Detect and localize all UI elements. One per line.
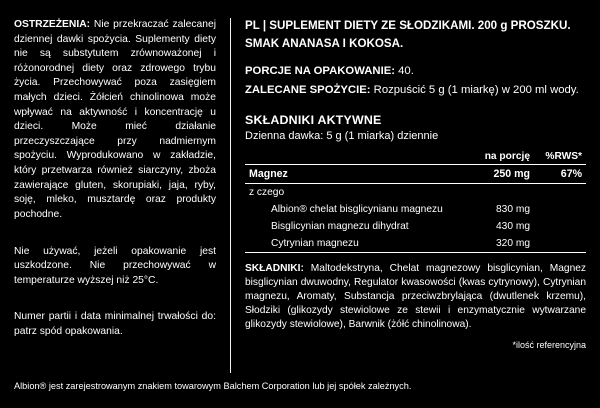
batch-paragraph: Numer partii i data minimalnej trwałości do: patrz spód opakowania. [14, 311, 216, 337]
col-header-rws: %RWS* [534, 151, 586, 165]
table-row [245, 235, 586, 253]
warnings-label: OSTRZEŻENIA: [14, 19, 91, 30]
left-spacer-2 [14, 298, 216, 310]
label-columns [14, 18, 586, 373]
row-name: Albion® chelat bisglicynianu magnezu [271, 203, 443, 215]
left-column [14, 18, 230, 350]
row-rws [534, 218, 586, 235]
vertical-divider [230, 18, 231, 373]
usage-line [245, 83, 586, 99]
storage-paragraph: Nie używać, jeżeli opakowanie jest uszkodzone. Nie przechowywać w temperaturze wyższej niż 25°C. [14, 245, 216, 286]
table-row [245, 218, 586, 235]
table-row [245, 164, 586, 183]
row-name: Bisglicynian magnezu dihydrat [271, 220, 409, 232]
usage-value: Rozpuścić 5 g (1 miarkę) w 200 ml wody. [370, 83, 579, 96]
row-name: Magnez [245, 164, 474, 183]
left-spacer-1 [14, 233, 216, 245]
row-name: z czego [249, 186, 285, 198]
reference-intake-note: *ilość referencyjna [512, 339, 586, 350]
right-column [231, 18, 586, 350]
table-row [245, 183, 586, 201]
table-row [245, 201, 586, 218]
row-amount: 830 mg [496, 203, 530, 215]
servings-line [245, 64, 586, 80]
headline-primary: PL | SUPLEMENT DIETY ZE SŁODZIKAMI. 200 g PROSZKU. [245, 19, 571, 32]
row-amount: 320 mg [474, 235, 534, 253]
col-header-portion: na porcję [474, 151, 534, 165]
row-rws [534, 201, 586, 218]
nutrition-header-row [245, 151, 586, 165]
nutrition-table-head [245, 151, 586, 165]
ingredients-paragraph [245, 262, 586, 332]
warnings-text: Nie przekraczać zalecanej dziennej dawki spożycia. Suplementy diety nie są substytutem zrównoważonej i różonorodnej diety oraz zdrowego trybu życia. Przechowywać poza zasięgiem małych dzieci. Żółcień chinolinowa może wpływać na aktywność i koncentrację u dzieci. Może mieć działanie przeczyszczające przy nadmiernym spożyciu. Wyprodukowano w zakładzie, który przetwarza również siarczyny, zboża zawierające gluten, skorupiaki, jaja, ryby, soję, mleko, musztardę oraz produkty pochodne. [14, 19, 216, 220]
col-header-name [245, 151, 474, 165]
nutrition-table [245, 151, 586, 253]
row-amount: 430 mg [496, 220, 530, 232]
headline-flavour: SMAK ANANASA I KOKOSA. [245, 36, 404, 50]
trademark-note: Albion® jest zarejestrowanym znakiem towarowym Balchem Corporation lub jej spółek zależnych. [14, 381, 412, 391]
usage-label: ZALECANE SPOŻYCIE: [245, 83, 371, 96]
ingredients-text: Maltodekstryna, Chelat magnezowy bisglicynian, Magnez bisglicynian dwuwodny, Regulator kwasowości (kwas cytrynowy), Cytrynian magnezu, Aromaty, Substancja przeciwzbrylająca (dwutlenek krzemu), Słodziki (glikozydy stewiolowe ze stewii i enzymatycznie wytwarzane glikozydy stewiolowe), Barwnik (żółć chinolinowa). [245, 262, 586, 330]
active-ingredients-heading: SKŁADNIKI AKTYWNE [245, 112, 382, 127]
nutrition-table-body [245, 164, 586, 252]
row-rws [534, 235, 586, 253]
daily-dose-text: Dzienna dawka: 5 g (1 miarka) dziennie [245, 129, 439, 142]
row-amount: 250 mg [474, 164, 534, 183]
ingredients-label: SKŁADNIKI: [245, 262, 304, 274]
servings-value: 40. [395, 64, 414, 77]
warnings-paragraph [14, 18, 216, 223]
row-name: Cytrynian magnezu [245, 235, 474, 253]
row-rws: 67% [534, 164, 586, 183]
row-amount [474, 183, 534, 201]
row-rws [534, 183, 586, 201]
servings-label: PORCJE NA OPAKOWANIE: [245, 64, 396, 77]
